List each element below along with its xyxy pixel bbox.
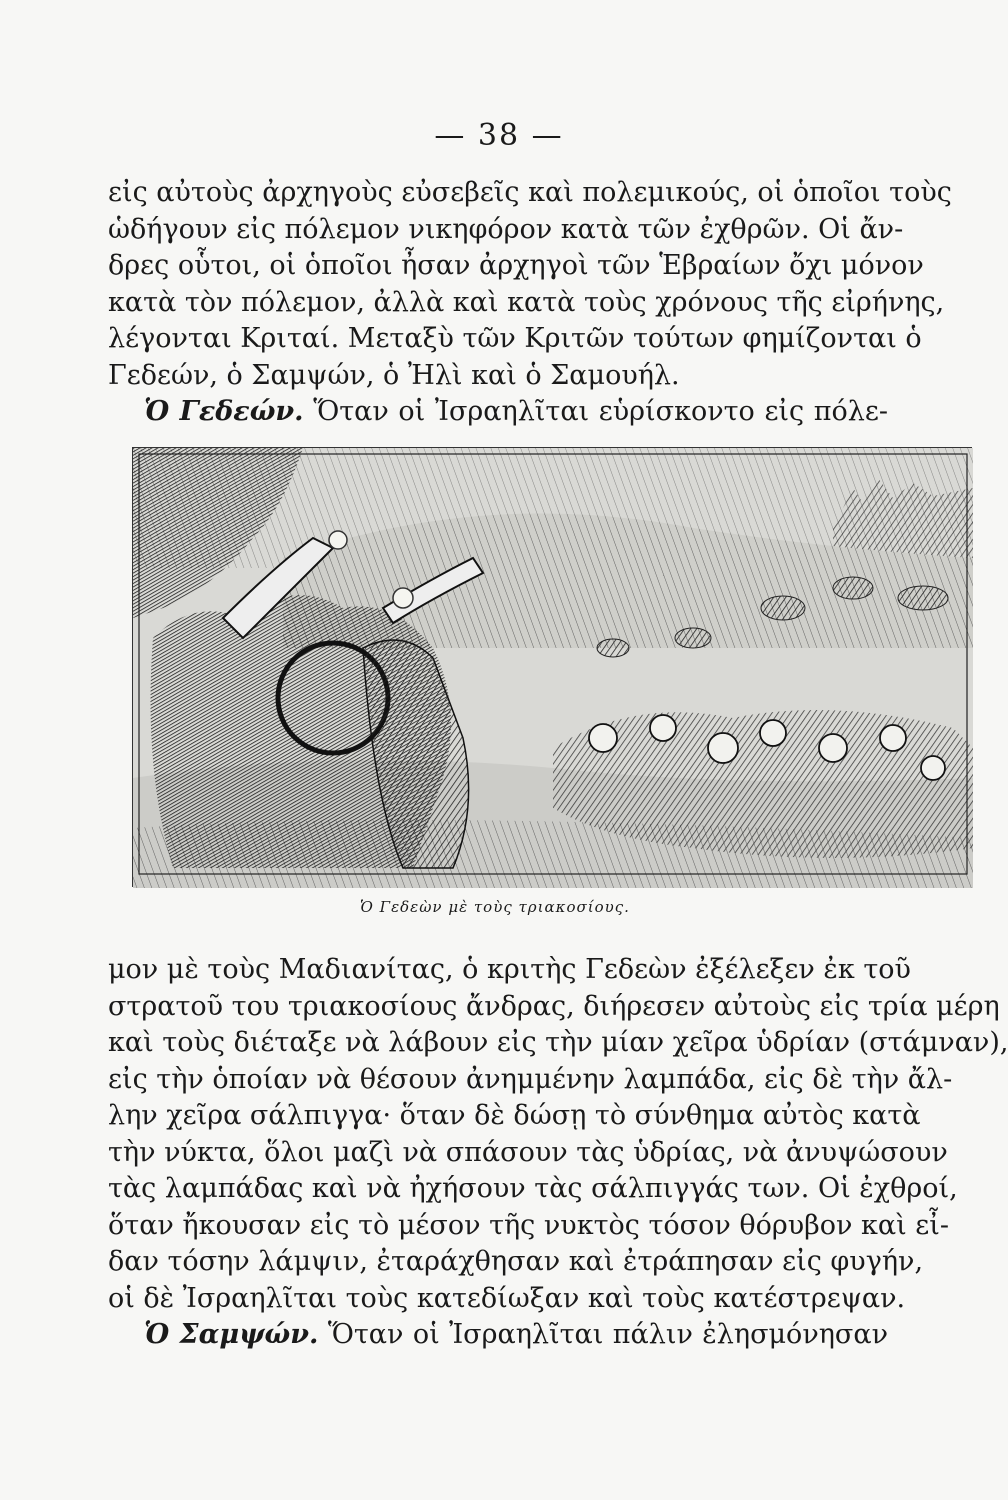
text-block-bottom xyxy=(108,952,1008,1354)
figure-caption: Ὁ Γεδεὼν μὲ τοὺς τριακοσίους. xyxy=(360,898,630,916)
text-line: οἱ δὲ Ἰσραηλῖται τοὺς κατεδίωξαν καὶ τοὺς κατέστρεψαν. xyxy=(108,1282,906,1314)
text-line: εἰς τὴν ὁποίαν νὰ θέσουν ἀνημμένην λαμπάδα, εἰς δὲ τὴν ἄλ- xyxy=(108,1063,953,1095)
text-line: μον μὲ τοὺς Μαδιανίτας, ὁ κριτὴς Γεδεὼν ἐξέλεξεν ἐκ τοῦ xyxy=(108,954,911,985)
text-line: τὰς λαμπάδας καὶ νὰ ἠχήσουν τὰς σάλπιγγάς των. Οἱ ἐχθροί, xyxy=(108,1173,958,1204)
engraving-picture xyxy=(133,448,973,888)
engraving-illustration xyxy=(132,447,972,887)
text-line: λέγονται Κριταί. Μεταξὺ τῶν Κριτῶν τούτων φημίζονται ὁ xyxy=(108,323,922,354)
samson-line xyxy=(108,1317,888,1354)
text-block-top xyxy=(108,175,952,431)
page-number: — 38 — xyxy=(434,118,564,153)
text-line: εἰς αὐτοὺς ἀρχηγοὺς εὐσεβεῖς καὶ πολεμικούς, οἱ ὁποῖοι τοὺς xyxy=(108,177,952,208)
gideon-first-line: Ὅταν οἱ Ἰσραηλῖται εὑρίσκοντο εἰς πόλε- xyxy=(313,396,888,427)
text-line: ὅταν ἤκουσαν εἰς τὸ μέσον τῆς νυκτὸς τόσον θόρυβον καὶ εἶ- xyxy=(108,1209,949,1241)
text-line: λην χεῖρα σάλπιγγα· ὅταν δὲ δώσῃ τὸ σύνθημα αὐτὸς κατὰ xyxy=(108,1100,921,1131)
gideon-heading: Ὁ Γεδεών. xyxy=(144,396,304,427)
samson-first-line: Ὅταν οἱ Ἰσραηλῖται πάλιν ἐλησμόνησαν xyxy=(327,1319,888,1350)
text-line: δρες οὗτοι, οἱ ὁποῖοι ἦσαν ἀρχηγοὶ τῶν Ἑβραίων ὄχι μόνον xyxy=(108,250,924,281)
text-line: τὴν νύκτα, ὅλοι μαζὶ νὰ σπάσουν τὰς ὑδρίας, νὰ ἀνυψώσουν xyxy=(108,1136,948,1168)
text-line: στρατοῦ του τριακοσίους ἄνδρας, διήρεσεν αὐτοὺς εἰς τρία μέρη xyxy=(108,990,1000,1022)
text-line: Γεδεών, ὁ Σαμψών, ὁ Ἠλὶ καὶ ὁ Σαμουήλ. xyxy=(108,359,680,391)
text-line: κατὰ τὸν πόλεμον, ἀλλὰ καὶ κατὰ τοὺς χρόνους τῆς εἰρήνης, xyxy=(108,286,945,318)
text-line: ὡδήγουν εἰς πόλεμον νικηφόρον κατὰ τῶν ἐχθρῶν. Οἱ ἄν- xyxy=(108,213,904,245)
samson-heading: Ὁ Σαμψών. xyxy=(144,1319,319,1350)
text-line: καὶ τοὺς διέταξε νὰ λάβουν εἰς τὴν μίαν χεῖρα ὑδρίαν (στάμναν), xyxy=(108,1027,1008,1058)
text-line: δαν τόσην λάμψιν, ἐταράχθησαν καὶ ἐτράπησαν εἰς φυγήν, xyxy=(108,1246,924,1277)
gideon-line xyxy=(108,394,888,431)
